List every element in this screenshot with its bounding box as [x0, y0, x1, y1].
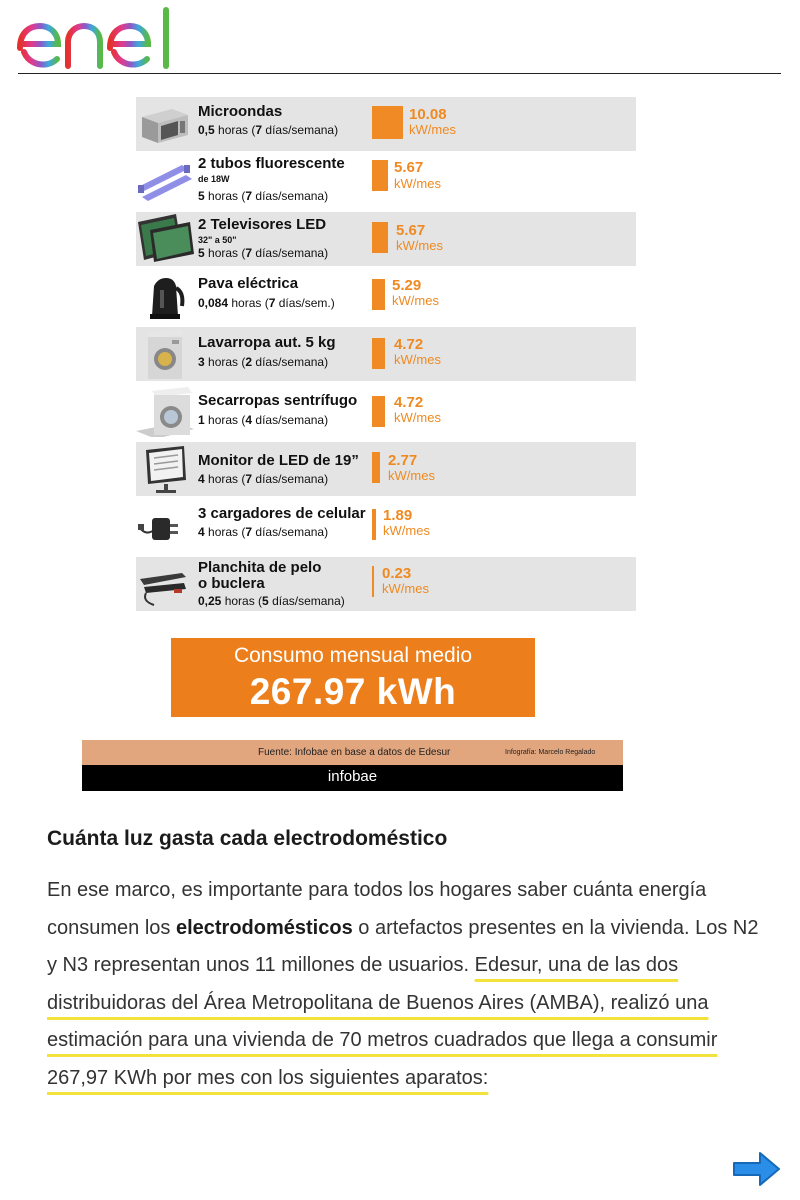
- total-label: Consumo mensual medio: [233, 644, 473, 667]
- consumption-unit: kW/mes: [392, 293, 439, 308]
- dryer-icon: [136, 387, 194, 437]
- consumption-bar: [372, 338, 385, 369]
- paragraph-bold-text: electrodomésticos: [175, 916, 353, 939]
- header-divider: [18, 73, 781, 74]
- consumption-unit: kW/mes: [394, 352, 441, 367]
- fluorescent-tube-icon: [136, 153, 194, 203]
- consumption-unit: kW/mes: [394, 176, 441, 191]
- appliance-usage: 3 horas (2 días/semana): [198, 355, 329, 369]
- appliance-row-lavarropa: [136, 327, 636, 381]
- appliance-name: Monitor de LED de 19”: [198, 452, 359, 469]
- consumption-value: 5.29: [392, 277, 422, 294]
- next-arrow-icon[interactable]: [730, 1150, 782, 1188]
- consumption-unit: kW/mes: [409, 122, 456, 137]
- infobae-brand-bar: infobae: [82, 765, 623, 791]
- consumption-bar: [372, 509, 376, 540]
- appliance-name: Lavarropa aut. 5 kg: [198, 334, 336, 351]
- appliance-name: 3 cargadores de celular: [198, 505, 366, 522]
- appliance-usage: 0,25 horas (5 días/semana): [198, 594, 345, 608]
- consumption-bar: [372, 106, 403, 139]
- consumption-bar: [372, 222, 388, 253]
- appliance-usage: 0,084 horas (7 días/sem.): [198, 296, 335, 310]
- appliance-name: Secarropas sentrífugo: [198, 392, 358, 409]
- consumption-value: 5.67: [396, 222, 426, 239]
- credit-text: Infografía: Marcelo Regalado: [505, 749, 596, 756]
- appliance-row-secarropas: [136, 385, 636, 439]
- consumption-value: 1.89: [383, 507, 413, 524]
- appliance-row-monitor: [136, 442, 636, 496]
- paragraph-text: En ese marco, es importante para todos los hogares saber cuánta energía consumen los: [47, 879, 707, 939]
- appliance-usage: 1 horas (4 días/semana): [198, 413, 329, 427]
- consumption-bar: [372, 160, 388, 191]
- source-text: Fuente: Infobae en base a datos de Edesur: [258, 747, 451, 758]
- consumption-unit: kW/mes: [394, 410, 441, 425]
- consumption-bar: [372, 452, 380, 483]
- consumption-value: 4.72: [394, 394, 424, 411]
- total-value: 267.97 kWh: [249, 671, 457, 712]
- appliance-usage: 5 horas (7 días/semana): [198, 246, 329, 260]
- paragraph-text: o artefactos presentes en la vivienda. Los N2 y N3 representan unos 11 millones de usuarios.: [47, 916, 759, 976]
- appliance-name: Planchita de pelo: [198, 559, 322, 576]
- appliance-name-line2: o buclera: [198, 575, 265, 592]
- article-paragraph: [47, 872, 767, 1097]
- consumption-unit: kW/mes: [382, 581, 429, 596]
- total-consumption-box: [171, 638, 535, 717]
- consumption-value: 4.72: [394, 336, 424, 353]
- consumption-unit: kW/mes: [388, 468, 435, 483]
- consumption-value: 10.08: [409, 106, 447, 123]
- appliance-row-pava: [136, 270, 636, 324]
- consumption-unit: kW/mes: [396, 238, 443, 253]
- consumption-value: 0.23: [382, 565, 412, 582]
- consumption-value: 5.67: [394, 159, 424, 176]
- appliance-name: Pava eléctrica: [198, 275, 299, 292]
- appliance-detail: 32" a 50": [198, 235, 237, 245]
- phone-charger-icon: [136, 502, 194, 552]
- appliance-name: Microondas: [198, 103, 283, 120]
- microwave-icon: [136, 99, 194, 149]
- consumption-bar: [372, 396, 385, 427]
- appliance-name: 2 Televisores LED: [198, 216, 327, 233]
- appliance-usage: 0,5 horas (7 días/semana): [198, 123, 339, 137]
- article-section-title: Cuánta luz gasta cada electrodoméstico: [47, 827, 448, 850]
- appliance-detail: de 18W: [198, 174, 230, 184]
- appliance-name: 2 tubos fluorescente: [198, 155, 345, 172]
- television-icon: [136, 214, 194, 264]
- highlighted-text[interactable]: Edesur, una de las dos distribuidoras del Área Metropolitana de Buenos Aires (AMBA), realizó una estimación para una vivienda de 70 metros cuadrados que llega a consumir 267,97 KWh por mes con los siguientes aparatos:: [47, 954, 718, 1089]
- consumption-unit: kW/mes: [383, 523, 430, 538]
- consumption-bar: [372, 279, 385, 310]
- appliance-usage: 4 horas (7 días/semana): [198, 472, 329, 486]
- enel-logo[interactable]: [16, 6, 181, 70]
- electric-kettle-icon: [136, 272, 194, 322]
- monitor-icon: [136, 444, 194, 494]
- consumption-bar: [372, 566, 374, 597]
- appliance-usage: 5 horas (7 días/semana): [198, 189, 329, 203]
- washing-machine-icon: [136, 329, 194, 379]
- source-bar: [82, 740, 623, 765]
- hair-straightener-icon: [136, 559, 194, 609]
- consumption-value: 2.77: [388, 452, 418, 469]
- appliance-usage: 4 horas (7 días/semana): [198, 525, 329, 539]
